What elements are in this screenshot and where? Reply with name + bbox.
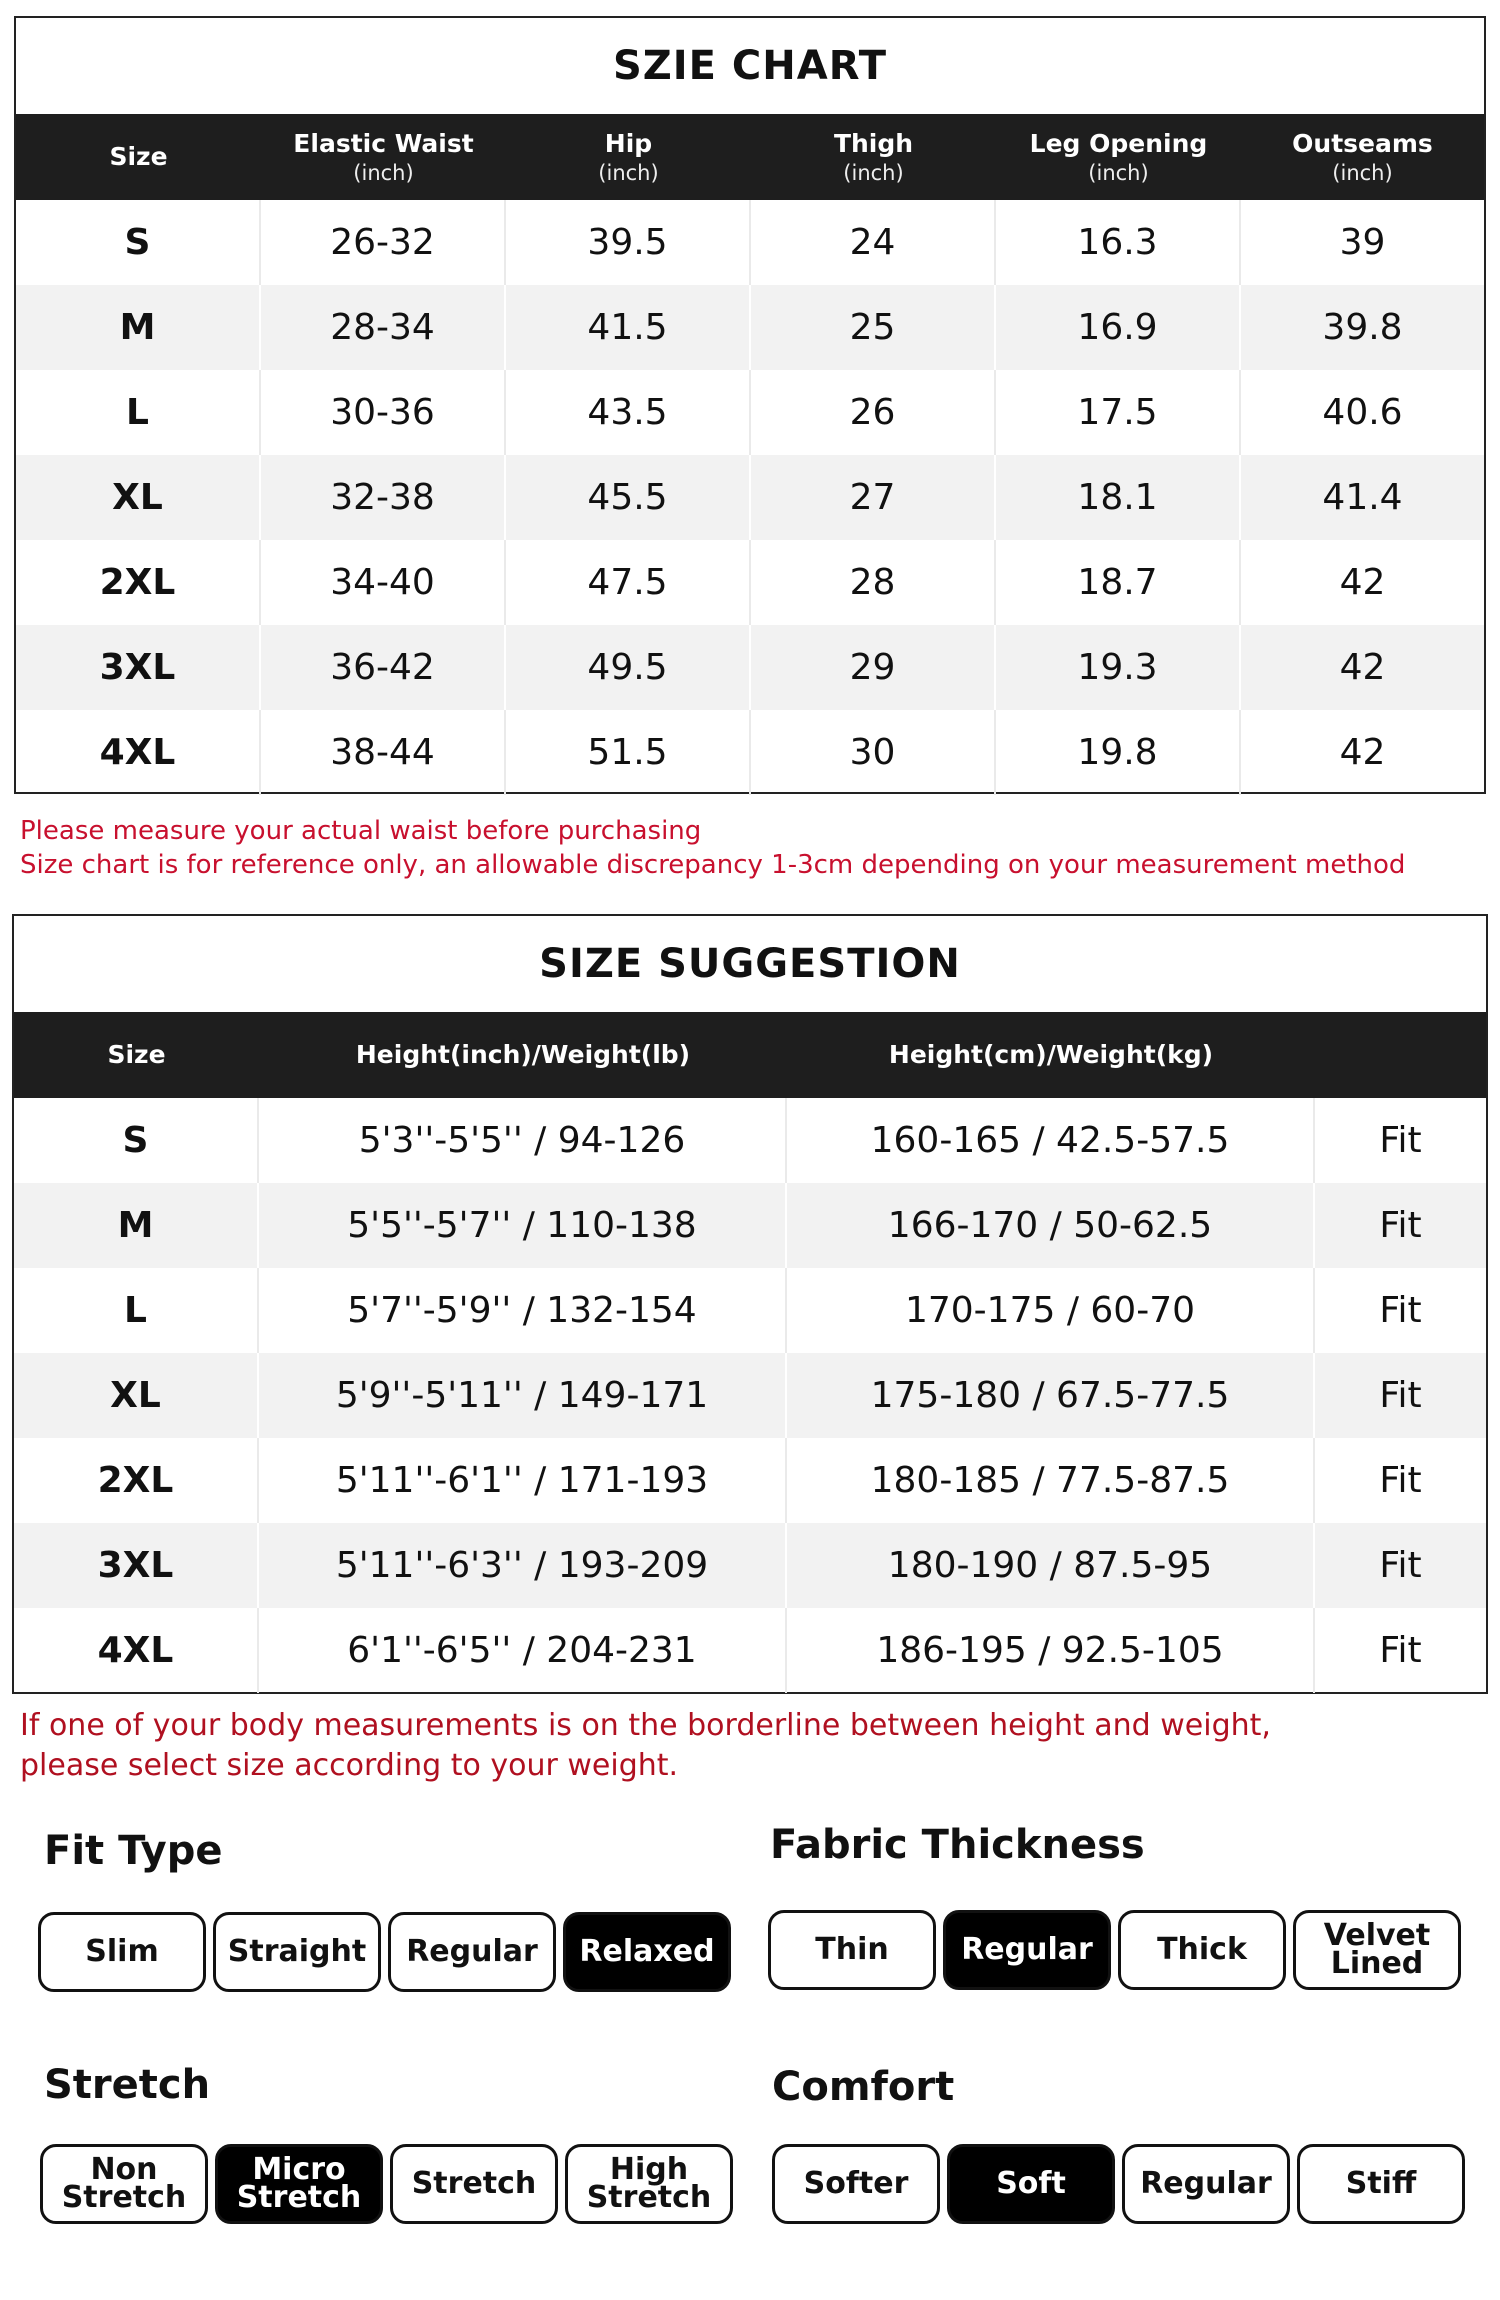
fit-cell: Fit	[1379, 1375, 1422, 1416]
range-cell: 180-185 / 77.5-87.5	[787, 1438, 1315, 1523]
measurement-cell: 18.1	[996, 455, 1241, 540]
fabric-thickness-option-thick: Thick	[1118, 1910, 1286, 1990]
measurement-cell: 18.7	[996, 540, 1241, 625]
measurement-cell: 27	[751, 455, 996, 540]
measurement-cell: 25	[751, 285, 996, 370]
table-row	[16, 625, 1484, 710]
fit-cell: Fit	[1379, 1205, 1422, 1246]
range-cell: 5'11''-6'1'' / 171-193	[259, 1438, 787, 1523]
size-suggestion-note-line-1: If one of your body measurements is on the borderline between height and weight,	[20, 1708, 1271, 1743]
table-row	[14, 1268, 1486, 1353]
stretch-option-micro-stretch: Micro Stretch	[215, 2144, 383, 2224]
range-cell: 170-175 / 60-70	[787, 1268, 1315, 1353]
comfort-title: Comfort	[772, 2064, 955, 2110]
header-outseams: Outseams (inch)	[1292, 129, 1433, 185]
fit-cell: Fit	[1379, 1290, 1422, 1331]
fit-cell: Fit	[1379, 1545, 1422, 1586]
measurement-cell: 29	[751, 625, 996, 710]
measurement-cell: 30-36	[261, 370, 506, 455]
fit-cell: Fit	[1379, 1120, 1422, 1161]
size-suggestion-note-line-2: please select size according to your weight.	[20, 1748, 679, 1783]
measurement-cell: 36-42	[261, 625, 506, 710]
range-cell: 5'11''-6'3'' / 193-209	[259, 1523, 787, 1608]
measurement-cell: 39	[1339, 222, 1386, 263]
measurement-cell: 32-38	[261, 455, 506, 540]
header-fit	[1315, 1012, 1486, 1098]
stretch-option-high-stretch: High Stretch	[565, 2144, 733, 2224]
measurement-cell: 39.5	[506, 200, 751, 285]
measurement-cell: 43.5	[506, 370, 751, 455]
measurement-cell: 19.8	[996, 710, 1241, 795]
comfort-option-stiff: Stiff	[1297, 2144, 1465, 2224]
size-cell: XL	[14, 1353, 259, 1438]
range-cell: 5'5''-5'7'' / 110-138	[259, 1183, 787, 1268]
table-row	[14, 1098, 1486, 1183]
range-cell: 180-190 / 87.5-95	[787, 1523, 1315, 1608]
table-row	[14, 1608, 1486, 1693]
fabric-thickness-option-thin: Thin	[768, 1910, 936, 1990]
header-leg-opening: Leg Opening (inch)	[1029, 129, 1208, 185]
measurement-cell: 40.6	[1322, 392, 1403, 433]
size-cell: S	[16, 200, 261, 285]
fit-type-option-relaxed: Relaxed	[563, 1912, 731, 1992]
header-height-cm-weight-kg: Height(cm)/Weight(kg)	[888, 1040, 1214, 1070]
measurement-cell: 51.5	[506, 710, 751, 795]
size-cell: XL	[16, 455, 261, 540]
size-chart-note-2: Size chart is for reference only, an allowable discrepancy 1-3cm depending on your measurement method	[20, 850, 1406, 880]
size-cell: L	[16, 370, 261, 455]
table-row	[14, 1523, 1486, 1608]
fit-cell: Fit	[1379, 1630, 1422, 1671]
range-cell: 186-195 / 92.5-105	[787, 1608, 1315, 1693]
measurement-cell: 39.8	[1322, 307, 1403, 348]
table-row	[16, 370, 1484, 455]
size-cell: 2XL	[16, 540, 261, 625]
size-suggestion-table	[12, 914, 1488, 1694]
header-size: Size	[107, 1040, 166, 1070]
size-chart-header	[16, 114, 1484, 200]
measurement-cell: 28-34	[261, 285, 506, 370]
fabric-thickness-title: Fabric Thickness	[770, 1822, 1145, 1868]
measurement-cell: 19.3	[996, 625, 1241, 710]
fit-type-title: Fit Type	[44, 1828, 223, 1874]
size-cell: L	[14, 1268, 259, 1353]
measurement-cell: 30	[751, 710, 996, 795]
size-suggestion-body	[14, 1098, 1486, 1693]
table-row	[14, 1353, 1486, 1438]
fabric-thickness-option-velvet-lined: Velvet Lined	[1293, 1910, 1461, 1990]
stretch-option-stretch: Stretch	[390, 2144, 558, 2224]
measurement-cell: 38-44	[261, 710, 506, 795]
fit-type-option-straight: Straight	[213, 1912, 381, 1992]
table-row	[14, 1183, 1486, 1268]
header-elastic-waist: Elastic Waist (inch)	[293, 129, 474, 185]
stretch-title: Stretch	[44, 2062, 211, 2108]
size-cell: M	[14, 1183, 259, 1268]
size-cell: 3XL	[14, 1523, 259, 1608]
table-row	[16, 710, 1484, 795]
measurement-cell: 47.5	[506, 540, 751, 625]
stretch-option-non-stretch: Non Stretch	[40, 2144, 208, 2224]
measurement-cell: 41.5	[506, 285, 751, 370]
measurement-cell: 16.9	[996, 285, 1241, 370]
header-thigh: Thigh (inch)	[833, 129, 914, 185]
measurement-cell: 49.5	[506, 625, 751, 710]
range-cell: 5'3''-5'5'' / 94-126	[259, 1098, 787, 1183]
size-chart-table	[14, 16, 1486, 794]
size-chart-title: SZIE CHART	[612, 43, 888, 89]
size-chart-body	[16, 200, 1484, 795]
range-cell: 6'1''-6'5'' / 204-231	[259, 1608, 787, 1693]
header-size: Size	[109, 142, 168, 172]
comfort-option-soft: Soft	[947, 2144, 1115, 2224]
measurement-cell: 42	[1339, 647, 1386, 688]
table-row	[16, 540, 1484, 625]
range-cell: 166-170 / 50-62.5	[787, 1183, 1315, 1268]
range-cell: 175-180 / 67.5-77.5	[787, 1353, 1315, 1438]
measurement-cell: 28	[751, 540, 996, 625]
measurement-cell: 26-32	[261, 200, 506, 285]
measurement-cell: 16.3	[996, 200, 1241, 285]
measurement-cell: 42	[1339, 562, 1386, 603]
size-cell: 4XL	[16, 710, 261, 795]
size-cell: 3XL	[16, 625, 261, 710]
measurement-cell: 45.5	[506, 455, 751, 540]
measurement-cell: 34-40	[261, 540, 506, 625]
range-cell: 5'7''-5'9'' / 132-154	[259, 1268, 787, 1353]
table-row	[16, 285, 1484, 370]
fabric-thickness-option-regular: Regular	[943, 1910, 1111, 1990]
header-height-inch-weight-lb: Height(inch)/Weight(lb)	[355, 1040, 691, 1070]
measurement-cell: 17.5	[996, 370, 1241, 455]
fit-cell: Fit	[1379, 1460, 1422, 1501]
size-suggestion-header	[14, 1012, 1486, 1098]
fit-type-option-slim: Slim	[38, 1912, 206, 1992]
measurement-cell: 24	[751, 200, 996, 285]
measurement-cell: 26	[751, 370, 996, 455]
fit-type-option-regular: Regular	[388, 1912, 556, 1992]
comfort-option-regular: Regular	[1122, 2144, 1290, 2224]
measurement-cell: 42	[1339, 732, 1386, 773]
table-row	[16, 200, 1484, 285]
size-chart-note-1: Please measure your actual waist before purchasing	[20, 816, 702, 846]
size-suggestion-title: SIZE SUGGESTION	[539, 941, 961, 987]
range-cell: 160-165 / 42.5-57.5	[787, 1098, 1315, 1183]
table-row	[16, 455, 1484, 540]
header-hip: Hip (inch)	[598, 129, 659, 185]
size-cell: 2XL	[14, 1438, 259, 1523]
comfort-option-softer: Softer	[772, 2144, 940, 2224]
measurement-cell: 41.4	[1322, 477, 1403, 518]
size-cell: S	[14, 1098, 259, 1183]
range-cell: 5'9''-5'11'' / 149-171	[259, 1353, 787, 1438]
size-cell: M	[16, 285, 261, 370]
table-row	[14, 1438, 1486, 1523]
size-cell: 4XL	[14, 1608, 259, 1693]
